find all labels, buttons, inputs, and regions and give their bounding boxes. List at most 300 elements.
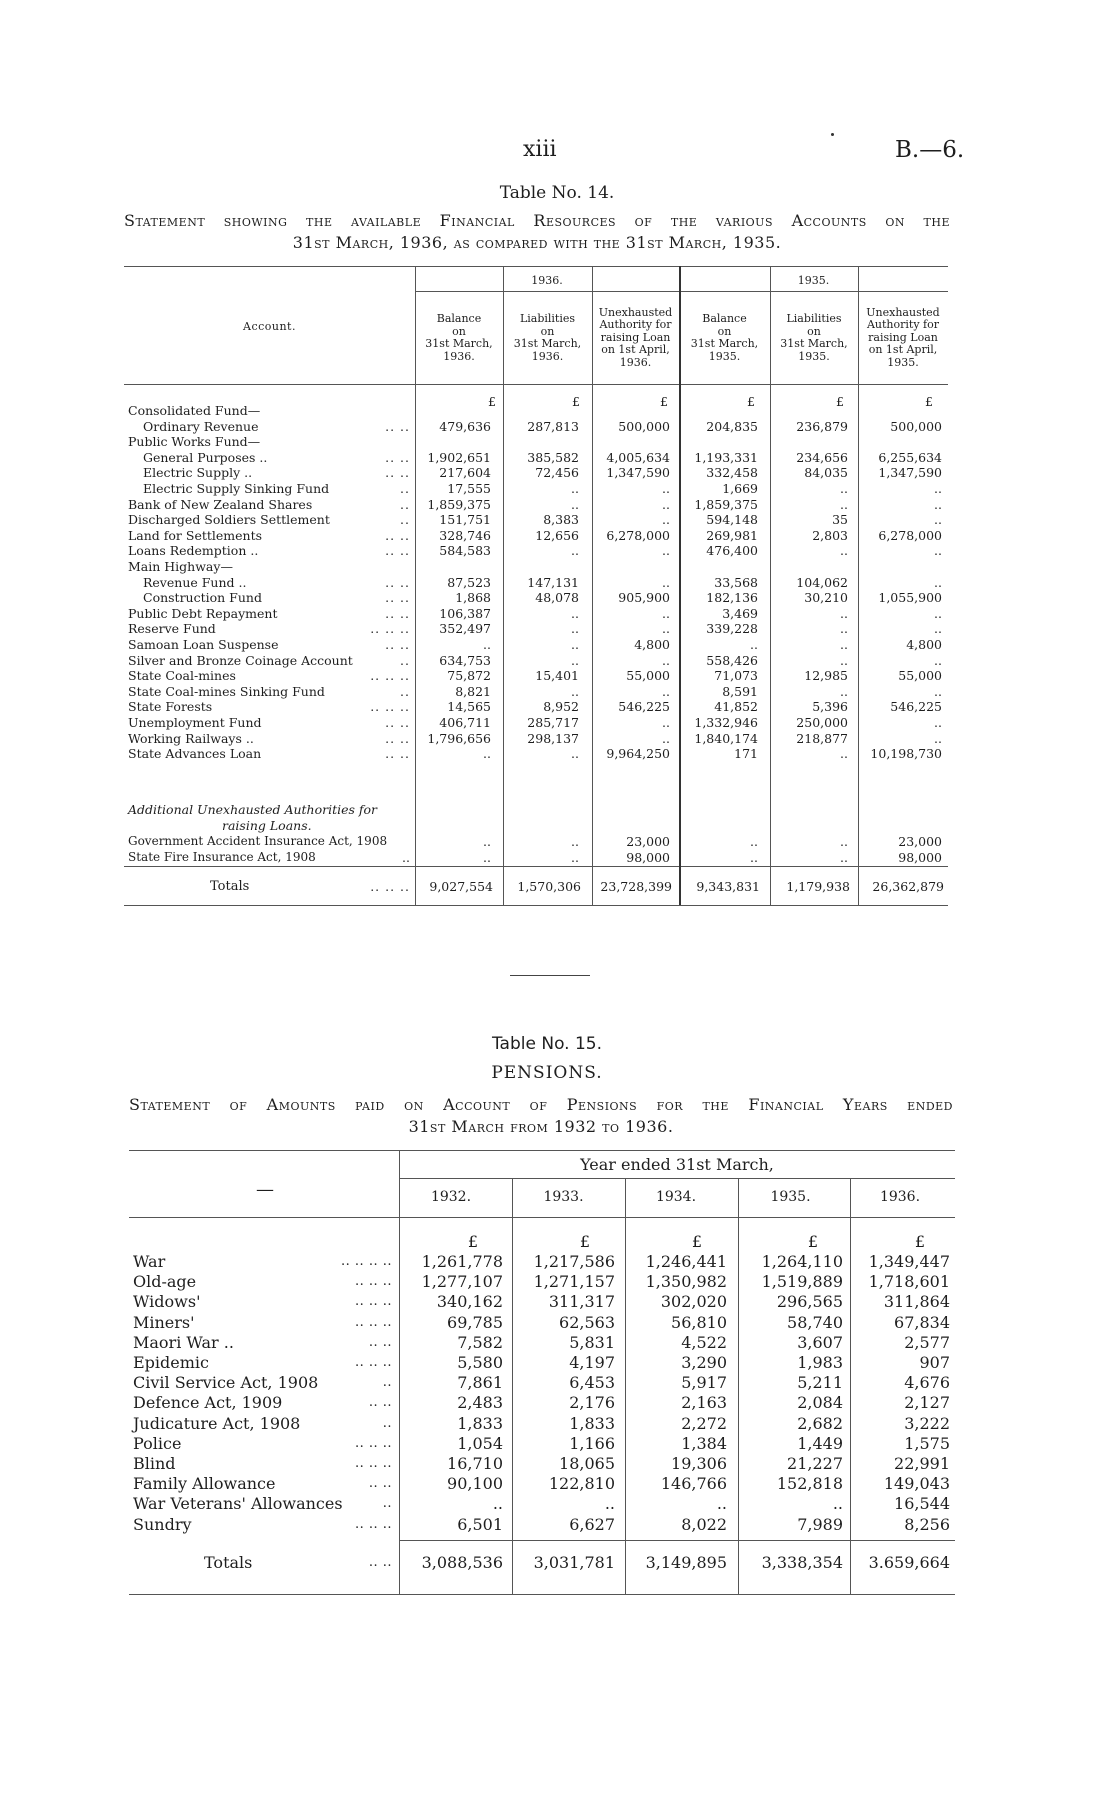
- table14-year-rule: [415, 291, 948, 292]
- table15-cell: 1,166: [569, 1433, 615, 1453]
- table14-cell: 584,583: [439, 543, 491, 559]
- table14-row-leader: .. ..: [385, 449, 410, 465]
- table14-col-header: [503, 313, 592, 363]
- table14-cell: 41,852: [714, 699, 758, 715]
- table15-total-cell: 3,338,354: [761, 1553, 843, 1572]
- table14-cell: 269,981: [706, 527, 758, 543]
- table15-cell: 311,317: [548, 1292, 615, 1312]
- table14-cell: ..: [662, 574, 670, 590]
- table14-col-header-line: on 1st April,: [601, 343, 670, 357]
- table14-cell: 147,131: [527, 574, 579, 590]
- table14-cell: ..: [571, 683, 579, 699]
- table14-cell: 594,148: [706, 512, 758, 528]
- table15-year-header: 1933.: [543, 1189, 584, 1205]
- table15-row-label: War: [133, 1252, 166, 1271]
- table14-cell: 1,902,651: [427, 449, 491, 465]
- table15-row-label: Miners': [133, 1312, 195, 1332]
- table14-cell: 1,332,946: [694, 715, 758, 730]
- table15-row-label: Family Allowance: [133, 1474, 276, 1494]
- table15-cell: 1,833: [457, 1413, 503, 1433]
- table15-cell: 6,453: [569, 1373, 615, 1393]
- table14-statement-line1: Statement showing the available Financial Resources of the various Accounts on the: [124, 211, 950, 230]
- table14-cell: ..: [840, 481, 848, 496]
- table14-label: Table No. 14.: [499, 183, 615, 203]
- table15-statement-line2: 31st March from 1932 to 1936.: [408, 1117, 674, 1136]
- table15-statement: [129, 1094, 953, 1138]
- table15-group-header: Year ended 31st March,: [580, 1155, 774, 1174]
- table14-cell: ..: [571, 746, 579, 762]
- table15-cell: 122,810: [548, 1474, 615, 1494]
- table14-row-leader: .. ..: [385, 730, 410, 746]
- table14-row-label: State Coal-mines Sinking Fund: [128, 683, 325, 699]
- table15-row-label: Civil Service Act, 1908: [133, 1373, 319, 1393]
- table15-cell: 1,575: [904, 1433, 950, 1453]
- table15-cell: 56,810: [671, 1312, 727, 1332]
- table15-cell: ..: [492, 1494, 503, 1514]
- table15-cell: 16,544: [894, 1494, 950, 1514]
- table15-cell: 6,627: [569, 1514, 615, 1534]
- table14-cell: ..: [934, 512, 942, 528]
- table14-col-header-line: 31st March,: [513, 337, 582, 350]
- table14-cell: 285,717: [527, 715, 579, 730]
- table14-cell: ..: [840, 496, 848, 512]
- table15-cell: 2,577: [904, 1332, 950, 1352]
- table15-cell: 311,864: [883, 1292, 950, 1312]
- table14-cell: 33,568: [714, 574, 758, 590]
- table14-cell: 106,387: [439, 605, 491, 621]
- table14-cell: 634,753: [439, 652, 491, 668]
- table15-cell: 296,565: [776, 1292, 843, 1312]
- table14-row-leader: .. .. ..: [370, 699, 410, 715]
- table15-currency-symbol: £: [467, 1232, 479, 1251]
- table14-cell: ..: [662, 481, 670, 496]
- table15-currency-symbol: £: [691, 1232, 703, 1251]
- table14-cell: 236,879: [796, 418, 848, 434]
- table14-cell: 4,005,634: [606, 449, 670, 465]
- table14-row-leader: .. ..: [385, 590, 410, 606]
- table14-cell: 75,872: [447, 668, 491, 684]
- table15-row-label: Widows': [133, 1292, 201, 1312]
- table14-account-header: Account.: [243, 320, 296, 333]
- table14-col-header-line: Liabilities: [519, 312, 576, 325]
- table15-row-leader: .. .. ..: [354, 1314, 392, 1330]
- table14-cell: 8,383: [543, 512, 579, 528]
- table15-cell: 1,277,107: [421, 1272, 503, 1292]
- table14-cell: ..: [750, 834, 758, 849]
- table14-col-header-line: 31st March,: [690, 337, 759, 350]
- table14-col-header-line: 1936.: [531, 349, 564, 363]
- table15-row-label: War Veterans' Allowances: [133, 1494, 343, 1514]
- table14-cell: 98,000: [898, 849, 942, 865]
- table14-col-header-line: Liabilities: [786, 312, 842, 325]
- table14-cell: 250,000: [796, 715, 848, 730]
- table14-cell: ..: [662, 652, 670, 668]
- table14-row-leader: .. ..: [385, 465, 410, 481]
- table14-col-header-line: 1936.: [619, 355, 652, 369]
- table14-col-header-line: Balance: [436, 312, 482, 325]
- table14-cell: 298,137: [527, 730, 579, 746]
- table14-cell: 9,964,250: [606, 746, 670, 762]
- table15-cell: 1,349,447: [868, 1252, 950, 1271]
- table14-header-bottom-rule: [124, 384, 948, 385]
- table14-cell: 55,000: [626, 668, 670, 684]
- table14-row-leader: .. ..: [385, 605, 410, 621]
- table15-bottom-rule: [129, 1594, 955, 1595]
- table14-cell: 15,401: [535, 668, 579, 684]
- table15-cell: 2,483: [457, 1393, 503, 1413]
- table14-cell: 476,400: [706, 543, 758, 559]
- table14-cell: ..: [662, 605, 670, 621]
- table14-cell: 17,555: [447, 481, 491, 496]
- table14-cell: 385,582: [527, 449, 579, 465]
- table14-cell: 1,868: [455, 590, 491, 606]
- table15-cell: 18,065: [559, 1454, 615, 1473]
- table14-cell: ..: [662, 496, 670, 512]
- table14-cell: 151,751: [439, 512, 491, 528]
- table14-cell: 500,000: [890, 418, 942, 434]
- table15-cell: 1,449: [797, 1433, 843, 1453]
- table15-row-label: Sundry: [133, 1514, 192, 1534]
- table14-additional-label: Government Accident Insurance Act, 1908: [128, 834, 388, 848]
- table14-cell: ..: [934, 715, 942, 730]
- table15-cell: 1,384: [681, 1433, 727, 1453]
- table14-additional-heading: raising Loans.: [222, 818, 312, 833]
- table14-statement-line2: 31st March, 1936, as compared with the 31st March, 1935.: [292, 233, 782, 252]
- section-separator: [510, 975, 590, 976]
- table15-cell: 152,818: [776, 1474, 843, 1494]
- table14-col-header-line: Authority for: [866, 318, 939, 332]
- page-number: xiii: [523, 137, 557, 162]
- table15-total-cell: 3,031,781: [533, 1553, 615, 1572]
- table14-cell: ..: [934, 481, 942, 496]
- table14-bottom-rule: [124, 905, 948, 906]
- table14-cell: 328,746: [439, 527, 491, 543]
- table14-cell: 479,636: [439, 418, 491, 434]
- table14-cell: 8,821: [455, 683, 491, 699]
- table14-cell: 1,193,331: [694, 449, 758, 465]
- table14-row-leader: .. .. ..: [370, 879, 410, 894]
- table15-cell: 1,833: [569, 1413, 615, 1433]
- table14-cell: ..: [840, 683, 848, 699]
- table15-row-leader: .. .. ..: [354, 1435, 392, 1451]
- table15-cell: ..: [716, 1494, 727, 1514]
- table14-cell: 905,900: [618, 590, 670, 606]
- table14-cell: 6,255,634: [878, 449, 942, 465]
- table15-total-cell: 3,149,895: [645, 1553, 727, 1572]
- table14-cell: ..: [571, 621, 579, 637]
- table14-row-label: State Forests: [128, 699, 213, 715]
- table15-cell: 19,306: [671, 1454, 727, 1473]
- table14-row-leader: ..: [400, 481, 410, 496]
- table15-cell: 2,272: [681, 1413, 727, 1433]
- table14-row-leader: ..: [400, 512, 410, 528]
- table15-row-label: Maori War ..: [133, 1332, 234, 1352]
- table15-cell: 6,501: [457, 1514, 503, 1534]
- table15-cell: 67,834: [894, 1312, 950, 1332]
- table15-cell: 2,163: [681, 1393, 727, 1413]
- table15-label: Table No. 15.: [491, 1034, 603, 1054]
- table14-row-leader: .. ..: [385, 527, 410, 543]
- table15-cell: 1,718,601: [868, 1272, 950, 1292]
- table15-total-cell: 3.659,664: [868, 1553, 950, 1572]
- table15-cell: 8,256: [904, 1514, 950, 1534]
- table14-row-label: Land for Settlements: [128, 527, 263, 543]
- table15-cell: 149,043: [883, 1474, 950, 1494]
- table15-cell: 7,582: [457, 1332, 503, 1352]
- table14-total-cell: 9,027,554: [429, 879, 493, 894]
- table14-currency-symbol: £: [572, 394, 580, 409]
- table14-additional-label: State Fire Insurance Act, 1908: [128, 849, 316, 864]
- table15-row-label: Epidemic: [133, 1353, 209, 1372]
- table15-cell: 21,227: [787, 1454, 843, 1473]
- doc-reference: B.—6.: [895, 137, 965, 163]
- table14-cell: ..: [571, 849, 579, 865]
- table15-row-leader: .. .. .. ..: [341, 1254, 392, 1269]
- table15-row-leader: .. .. ..: [354, 1456, 392, 1471]
- table14-row-leader: ..: [402, 849, 410, 865]
- table14-cell: ..: [662, 621, 670, 637]
- table14-cell: ..: [662, 512, 670, 528]
- table14-year-1936: 1936.: [531, 274, 563, 287]
- table15-cell: 1,350,982: [645, 1272, 727, 1292]
- table14-cell: 104,062: [796, 574, 848, 590]
- table15-cell: 5,211: [797, 1373, 843, 1393]
- table15-cell: 2,084: [797, 1393, 843, 1413]
- table15-row-label: Blind: [133, 1454, 176, 1473]
- table14-cell: ..: [840, 849, 848, 865]
- table14-cell: ..: [483, 834, 491, 849]
- table15-row-label: Old-age: [133, 1272, 197, 1292]
- table14-cell: ..: [840, 834, 848, 849]
- table14-cell: ..: [571, 543, 579, 559]
- table14-cell: ..: [840, 605, 848, 621]
- table14-cell: ..: [934, 730, 942, 746]
- table14-cell: ..: [934, 683, 942, 699]
- table14-currency-symbol: £: [925, 394, 933, 409]
- table14-cell: 30,210: [804, 590, 848, 606]
- table15-cell: 1,054: [457, 1433, 503, 1453]
- table14-total-cell: 23,728,399: [600, 879, 672, 894]
- table14-col-header-line: 1935.: [887, 355, 919, 369]
- table14-row-leader: .. ..: [385, 543, 410, 559]
- table14-row-label: Revenue Fund ..: [143, 574, 247, 590]
- table15-row-leader: ..: [382, 1496, 392, 1512]
- table14-statement: [124, 210, 950, 254]
- table14-row-leader: ..: [400, 496, 410, 512]
- table14-row-label: General Purposes ..: [143, 449, 268, 465]
- table14-currency-symbol: £: [660, 394, 668, 409]
- table14-cell: 1,859,375: [427, 496, 491, 512]
- table14-cell: 352,497: [439, 621, 491, 637]
- table15-cell: 22,991: [894, 1454, 950, 1473]
- table15-cell: 1,246,441: [645, 1252, 727, 1271]
- table15-subtitle: PENSIONS.: [491, 1063, 603, 1083]
- table14-year-1935: 1935.: [797, 274, 830, 287]
- table15-cell: 302,020: [660, 1292, 727, 1312]
- table14-cell: ..: [571, 834, 579, 849]
- table14-totals-rule: [124, 866, 948, 867]
- table15-cell: 3,222: [904, 1413, 950, 1433]
- table14-row-label: Discharged Soldiers Settlement: [128, 512, 330, 528]
- table15-cell: 7,989: [797, 1514, 843, 1534]
- table15-cell: 2,176: [569, 1393, 615, 1413]
- table15-cell: 907: [919, 1353, 950, 1372]
- table14-cell: ..: [662, 730, 670, 746]
- table14-row-label: Electric Supply Sinking Fund: [143, 481, 330, 496]
- table15-stub-header: —: [256, 1179, 274, 1200]
- table14-cell: ..: [934, 652, 942, 668]
- table14-cell: 500,000: [618, 418, 670, 434]
- table14-row-label: Loans Redemption ..: [128, 543, 259, 559]
- table14-additional-heading: Additional Unexhausted Authorities for: [128, 802, 378, 817]
- table14-cell: 6,278,000: [878, 527, 942, 543]
- table14-cell: 8,591: [722, 683, 758, 699]
- table14-cell: 12,656: [535, 527, 579, 543]
- table15-cell: 146,766: [660, 1474, 727, 1494]
- table14-cell: ..: [483, 849, 491, 865]
- table14-cell: 98,000: [626, 849, 670, 865]
- table14-cell: ..: [840, 543, 848, 559]
- table14-cell: ..: [840, 621, 848, 637]
- table15-year-header: 1935.: [770, 1189, 811, 1205]
- table14-col-header-line: on: [452, 324, 466, 338]
- table14-cell: 339,228: [706, 621, 758, 637]
- table15-year-header: 1936.: [879, 1189, 921, 1205]
- table14-cell: 71,073: [714, 668, 758, 684]
- table14-cell: ..: [840, 637, 848, 652]
- table14-col-header-line: Unexhausted: [866, 305, 940, 319]
- table14-row-label: Electric Supply ..: [143, 465, 253, 481]
- table14-col-header-line: Balance: [702, 312, 747, 325]
- table15-row-label: Defence Act, 1909: [133, 1393, 283, 1413]
- table14-total-cell: 1,179,938: [786, 879, 850, 894]
- table14-cell: ..: [750, 637, 758, 652]
- table14-col-header-line: on: [807, 324, 821, 338]
- table15-cell: 58,740: [787, 1312, 843, 1332]
- table14-cell: ..: [571, 605, 579, 621]
- table14-cell: ..: [571, 652, 579, 668]
- table14-cell: 217,604: [439, 465, 491, 481]
- table14-col-header-line: 1936.: [443, 349, 475, 363]
- table14-total-cell: 9,343,831: [696, 879, 760, 894]
- table15-row-leader: .. .. ..: [354, 1274, 392, 1290]
- table15-cell: ..: [832, 1494, 843, 1514]
- table14-cell: ..: [571, 481, 579, 496]
- table14-cell: 171: [734, 746, 758, 762]
- table14-row-leader: ..: [400, 652, 410, 668]
- table15-cell: 4,676: [904, 1373, 950, 1393]
- table14-col-header: [770, 313, 858, 363]
- table14-cell: ..: [750, 849, 758, 865]
- table14-cell: 1,347,590: [878, 465, 942, 481]
- table15-cell: 5,917: [681, 1373, 727, 1393]
- table14-col-header-line: on 1st April,: [868, 343, 938, 357]
- table14-col-header-line: 31st March,: [425, 337, 493, 350]
- table14-row-label: State Coal-mines: [128, 668, 236, 684]
- table15-row-label: Judicature Act, 1908: [133, 1413, 301, 1433]
- table14-row-label: Samoan Loan Suspense: [128, 637, 279, 652]
- table15-row-leader: .. ..: [368, 1555, 392, 1570]
- table15-year-header: 1934.: [655, 1189, 697, 1205]
- table14-cell: 23,000: [626, 834, 670, 849]
- table15-cell: 1,271,157: [533, 1272, 615, 1292]
- table15-row-label: Police: [133, 1433, 182, 1453]
- table14-col-header-line: 1935.: [798, 349, 830, 363]
- table15-cell: ..: [604, 1494, 615, 1514]
- table15-row-leader: .. .. ..: [354, 1516, 392, 1532]
- table15-cell: 5,580: [457, 1353, 503, 1372]
- table14-row-label: State Advances Loan: [128, 746, 262, 762]
- table14-col-header-line: raising Loan: [600, 330, 671, 344]
- table15-cell: 3,290: [681, 1353, 727, 1372]
- table15-cell: 2,127: [904, 1393, 950, 1413]
- table15-top-rule: [129, 1150, 955, 1151]
- table14-cell: 12,985: [804, 668, 848, 684]
- table14-row-leader: ..: [400, 683, 410, 699]
- table14-cell: 4,800: [634, 637, 670, 652]
- table15-cell: 90,100: [447, 1474, 503, 1494]
- table14-row-label: Ordinary Revenue: [143, 418, 259, 434]
- table14-cell: 406,711: [439, 715, 491, 730]
- table15-cell: 1,519,889: [761, 1272, 843, 1292]
- table14-cell: 1,796,656: [427, 730, 491, 746]
- table14-currency-symbol: £: [836, 394, 844, 409]
- table14-row-label: Construction Fund: [143, 590, 262, 606]
- table14-col-header-line: raising Loan: [868, 330, 938, 344]
- table14-row-label: Unemployment Fund: [128, 715, 262, 730]
- table15-cell: 1,261,778: [421, 1252, 503, 1271]
- table14-col-header: [858, 307, 948, 370]
- table14-cell: 72,456: [535, 465, 579, 481]
- table14-currency-symbol: £: [488, 394, 496, 409]
- table14-row-leader: .. ..: [385, 637, 410, 652]
- table14-cell: ..: [662, 715, 670, 730]
- table14-row-leader: .. ..: [385, 574, 410, 590]
- table15-row-leader: ..: [382, 1375, 392, 1391]
- table14-cell: 1,347,590: [606, 465, 670, 481]
- table14-top-rule: [124, 266, 948, 267]
- table15-cell: 16,710: [447, 1454, 503, 1473]
- table14-cell: 6,278,000: [606, 527, 670, 543]
- table14-cell: 287,813: [527, 418, 579, 434]
- table15-currency-symbol: £: [579, 1232, 591, 1251]
- table14-cell: 182,136: [706, 590, 758, 606]
- table14-row-label: Public Works Fund—: [128, 434, 261, 450]
- table14-cell: 8,952: [543, 699, 579, 715]
- table15-row-leader: .. ..: [368, 1476, 392, 1492]
- table14-row-label: Bank of New Zealand Shares: [128, 496, 313, 512]
- table14-cell: ..: [840, 746, 848, 762]
- table15-total-cell: 3,088,536: [421, 1553, 503, 1572]
- table15-cell: 7,861: [457, 1373, 503, 1393]
- table14-cell: ..: [934, 496, 942, 512]
- table15-statement-line1: Statement of Amounts paid on Account of Pensions for the Financial Years ended: [129, 1095, 953, 1114]
- table14-row-label: Reserve Fund: [128, 621, 216, 637]
- table14-row-leader: .. ..: [385, 715, 410, 730]
- table14-cell: 218,877: [796, 730, 848, 746]
- table14-cell: ..: [662, 683, 670, 699]
- table14-col-header-line: on: [717, 324, 732, 338]
- table15-currency-symbol: £: [807, 1232, 819, 1251]
- table14-row-leader: .. .. ..: [370, 621, 410, 637]
- table14-cell: 204,835: [706, 418, 758, 434]
- table14-cell: 48,078: [535, 590, 579, 606]
- table14-row-leader: .. ..: [385, 418, 410, 434]
- ink-speck: [831, 133, 834, 136]
- table14-cell: 1,859,375: [694, 496, 758, 512]
- table14-col-header-line: Authority for: [599, 318, 672, 332]
- table15-header-bottom-rule: [129, 1217, 955, 1218]
